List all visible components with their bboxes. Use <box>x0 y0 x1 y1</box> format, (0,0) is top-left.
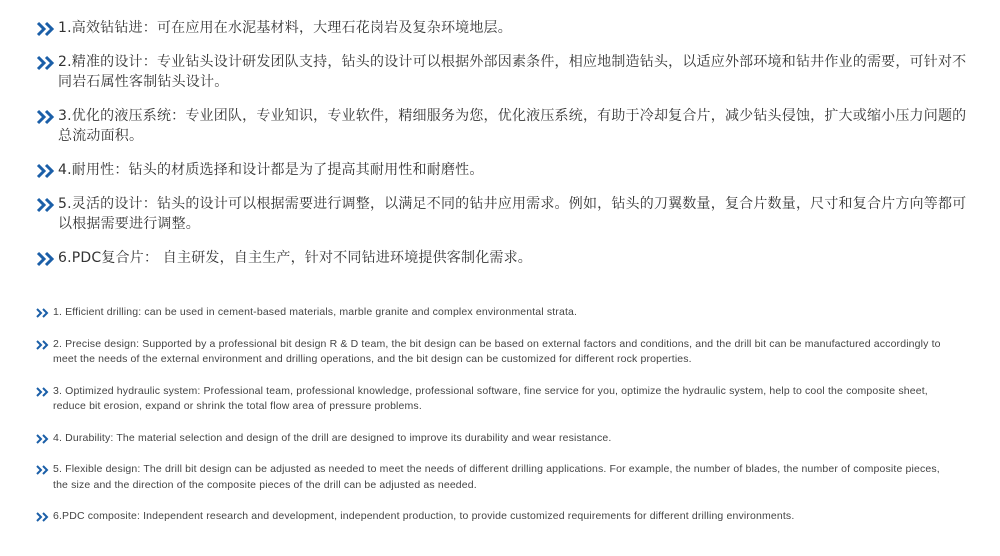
chinese-feature-list <box>36 18 976 282</box>
zh-feature-item <box>36 52 976 92</box>
en-feature-text: 4. Durability: The material selection and design of the drill are designed to improve its durability and wear resistance. <box>53 431 612 444</box>
en-feature-item <box>36 431 956 447</box>
en-feature-item <box>36 509 956 525</box>
zh-feature-text: 4.耐用性：钻头的材质选择和设计都是为了提高其耐用性和耐磨性。 <box>58 162 484 178</box>
en-feature-item <box>36 337 956 368</box>
double-chevron-right-icon <box>36 163 58 179</box>
double-chevron-right-icon <box>36 21 58 37</box>
en-feature-text: 5. Flexible design: The drill bit design can be adjusted as needed to meet the needs of different drilling applications. For example, the number of blades, the number of composite pieces, the size and the direction of the composite pieces of the drill can be adjusted as needed. <box>53 463 940 491</box>
zh-feature-text: 1.高效钻钻进：可在应用在水泥基材料，大理石花岗岩及复杂环境地层。 <box>58 20 512 36</box>
double-chevron-right-icon <box>36 251 58 267</box>
en-feature-item <box>36 384 956 415</box>
en-feature-item <box>36 462 956 493</box>
en-feature-text: 3. Optimized hydraulic system: Professional team, professional knowledge, professional software, fine service for you, optimize the hydraulic system, help to cool the composite sheet, reduce bit erosion, expand or shrink the total flow area of pressure problems. <box>53 384 928 412</box>
double-chevron-right-icon <box>36 109 58 125</box>
double-chevron-right-icon <box>36 55 58 71</box>
zh-feature-item <box>36 160 976 180</box>
double-chevron-right-icon <box>36 340 53 350</box>
en-feature-text: 1. Efficient drilling: can be used in cement-based materials, marble granite and complex environmental strata. <box>53 306 578 318</box>
en-feature-item <box>36 305 956 321</box>
zh-feature-item <box>36 18 976 38</box>
zh-feature-text: 3.优化的液压系统：专业团队，专业知识，专业软件，精细服务为您，优化液压系统，有助于冷却复合片，减少钻头侵蚀，扩大或缩小压力问题的总流动面积。 <box>58 108 967 144</box>
en-feature-text: 6.PDC composite: Independent research and development, independent production, to provide customized requirements for different drilling environments. <box>53 510 795 522</box>
double-chevron-right-icon <box>36 465 53 475</box>
double-chevron-right-icon <box>36 308 53 318</box>
zh-feature-item <box>36 248 976 268</box>
english-feature-list <box>36 305 956 541</box>
zh-feature-text: 6.PDC复合片： 自主研发，自主生产，针对不同钻进环境提供客制化需求。 <box>58 250 533 266</box>
zh-feature-text: 2.精准的设计：专业钻头设计研发团队支持，钻头的设计可以根据外部因素条件，相应地制造钻头，以适应外部环境和钻井作业的需要，可针对不同岩石属性客制钻头设计。 <box>58 54 967 90</box>
double-chevron-right-icon <box>36 434 53 444</box>
en-feature-text: 2. Precise design: Supported by a professional bit design R & D team, the bit design can be based on external factors and conditions, and the drill bit can be manufactured accordingly to meet the needs of the external environment and drilling operations, and the bit design can be customized for different rock properties. <box>53 337 941 365</box>
double-chevron-right-icon <box>36 512 53 522</box>
double-chevron-right-icon <box>36 387 53 397</box>
double-chevron-right-icon <box>36 197 58 213</box>
zh-feature-item <box>36 194 976 234</box>
zh-feature-text: 5.灵活的设计：钻头的设计可以根据需要进行调整，以满足不同的钻井应用需求。例如，钻头的刀翼数量，复合片数量，尺寸和复合片方向等都可以根据需要进行调整。 <box>58 196 967 232</box>
zh-feature-item <box>36 106 976 146</box>
